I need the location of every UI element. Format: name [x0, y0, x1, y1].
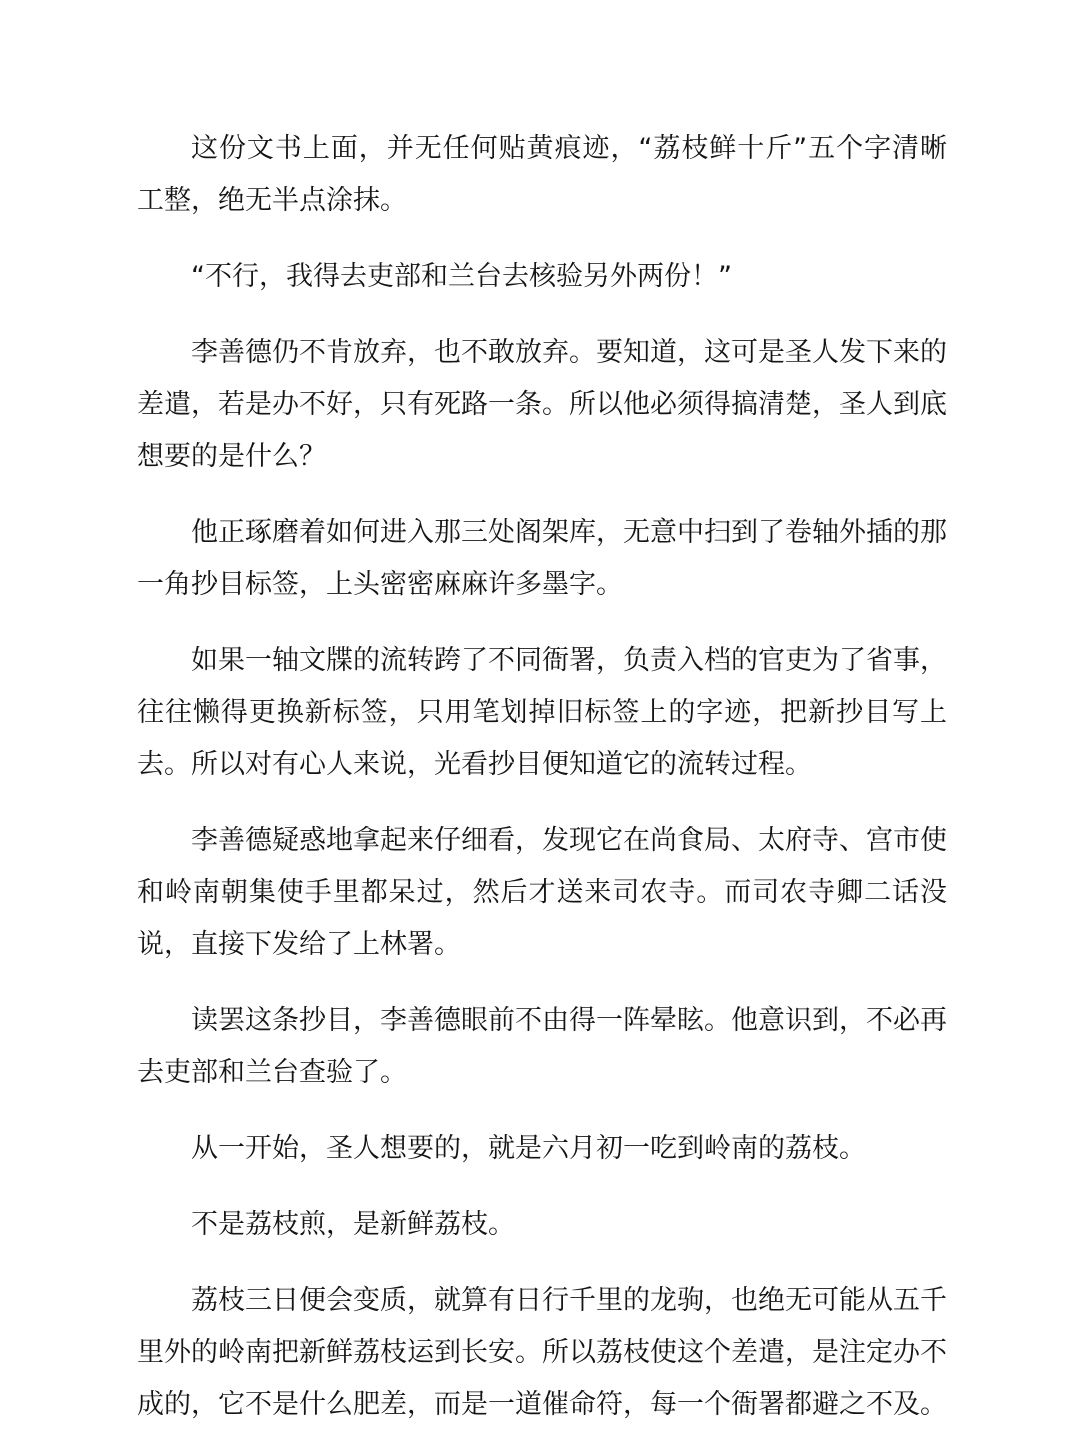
paragraph-5: 如果一轴文牒的流转跨了不同衙署，负责入档的官吏为了省事，往往懒得更换新标签，只用笔划掉旧标签上的字迹，把新抄目写上去。所以对有心人来说，光看抄目便知道它的流转过程。	[137, 645, 947, 780]
paragraph-3: 李善德仍不肯放弃，也不敢放弃。要知道，这可是圣人发下来的差遣，若是办不好，只有死路一条。所以他必须得搞清楚，圣人到底想要的是什么？	[137, 337, 947, 472]
paragraph-9: 不是荔枝煎，是新鲜荔枝。	[191, 1209, 515, 1240]
paragraph-8: 从一开始，圣人想要的，就是六月初一吃到岭南的荔枝。	[191, 1133, 866, 1164]
paragraph-10: 荔枝三日便会变质，就算有日行千里的龙驹，也绝无可能从五千里外的岭南把新鲜荔枝运到长安。所以荔枝使这个差遣，是注定办不成的，它不是什么肥差，而是一道催命符，每一个衙署都避之不及。	[137, 1285, 947, 1420]
paragraph-2: “不行，我得去吏部和兰台去核验另外两份！”	[191, 261, 732, 292]
paragraph-7: 读罢这条抄目，李善德眼前不由得一阵晕眩。他意识到，不必再去吏部和兰台查验了。	[137, 1005, 947, 1088]
paragraph-4: 他正琢磨着如何进入那三处阁架库，无意中扫到了卷轴外插的那一角抄目标签，上头密密麻麻许多墨字。	[137, 517, 947, 600]
document-body	[137, 123, 947, 1455]
paragraph-1: 这份文书上面，并无任何贴黄痕迹，“荔枝鲜十斤”五个字清晰工整，绝无半点涂抹。	[137, 133, 947, 216]
paragraph-6: 李善德疑惑地拿起来仔细看，发现它在尚食局、太府寺、宫市使和岭南朝集使手里都呆过，然后才送来司农寺。而司农寺卿二话没说，直接下发给了上林署。	[137, 825, 947, 960]
